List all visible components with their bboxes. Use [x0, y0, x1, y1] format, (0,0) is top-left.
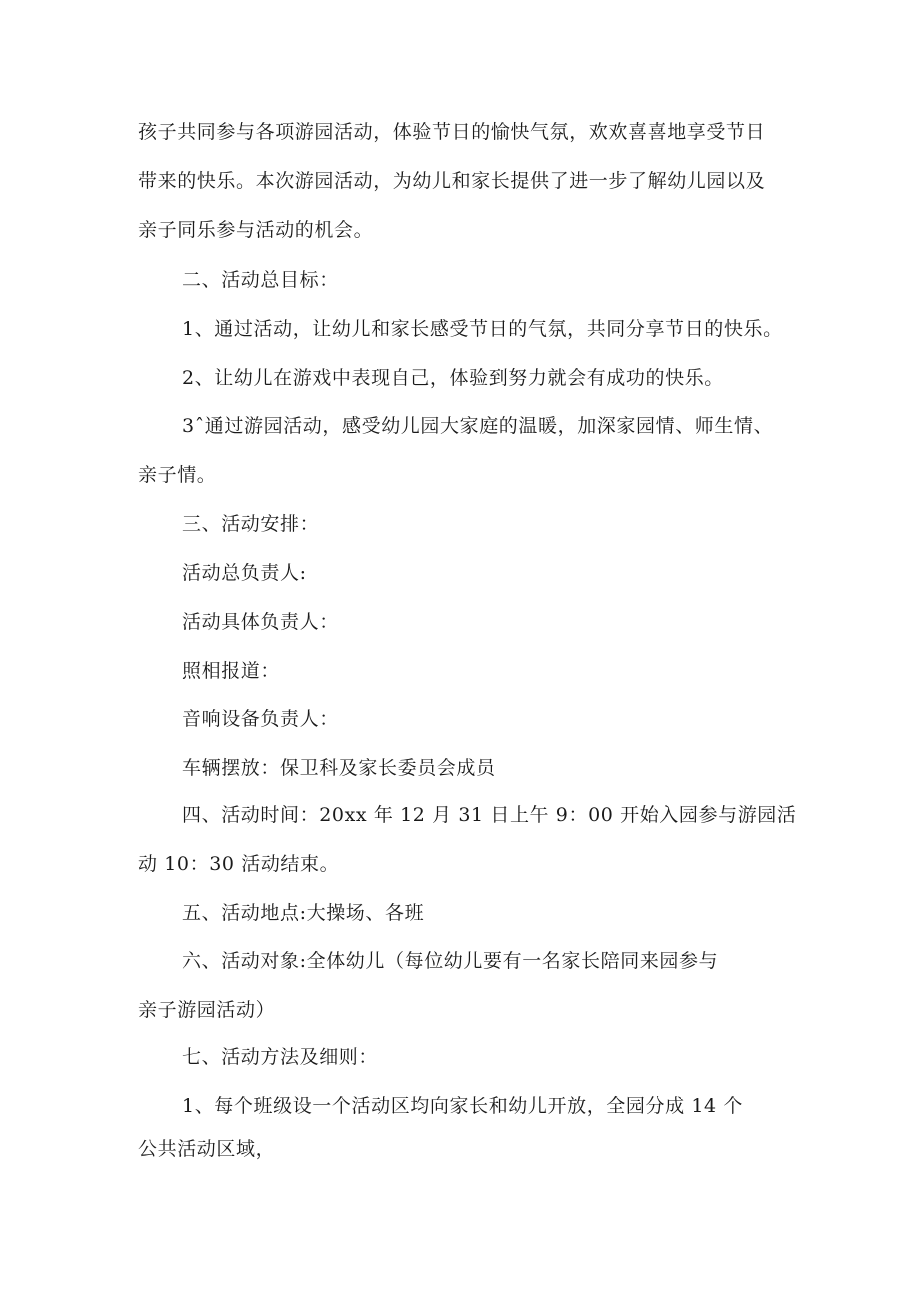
paragraph-line: 亲子同乐参与活动的机会。	[138, 219, 374, 241]
section-heading: 七、活动方法及细则：	[182, 1046, 379, 1068]
list-item: 1、每个班级设一个活动区均向家长和幼儿开放，全园分成 14 个	[182, 1095, 743, 1117]
section-heading: 二、活动总目标：	[182, 269, 339, 291]
section-continuation: 亲子游园活动）	[138, 999, 276, 1021]
section-continuation: 动 10：30 活动结束。	[138, 853, 340, 875]
list-item-continuation: 亲子情。	[138, 464, 217, 486]
list-item: 2、让幼儿在游戏中表现自己，体验到努力就会有成功的快乐。	[182, 367, 724, 389]
role-line: 车辆摆放：保卫科及家长委员会成员	[182, 757, 496, 779]
paragraph-line: 孩子共同参与各项游园活动，体验节日的愉快气氛，欢欢喜喜地享受节日	[138, 121, 766, 143]
list-item: 1、通过活动，让幼儿和家长感受节日的气氛，共同分享节日的快乐。	[182, 318, 783, 340]
role-line: 音响设备负责人：	[182, 708, 339, 730]
role-line: 活动总负责人:	[182, 562, 307, 584]
paragraph-line: 带来的快乐。本次游园活动，为幼儿和家长提供了进一步了解幼儿园以及	[138, 170, 766, 192]
section-heading: 六、活动对象:全体幼儿（每位幼儿要有一名家长陪同来园参与	[182, 950, 719, 972]
list-item-continuation: 公共活动区域，	[138, 1138, 276, 1160]
section-heading: 五、活动地点:大操场、各班	[182, 902, 425, 924]
list-item: 3ˆ通过游园活动，感受幼儿园大家庭的温暖，加深家园情、师生情、	[182, 415, 774, 437]
role-line: 照相报道：	[182, 660, 281, 682]
role-line: 活动具体负责人：	[182, 611, 339, 633]
section-heading: 四、活动时间：20xx 年 12 月 31 日上午 9：00 开始入园参与游园活	[182, 804, 797, 826]
section-heading: 三、活动安排：	[182, 513, 320, 535]
